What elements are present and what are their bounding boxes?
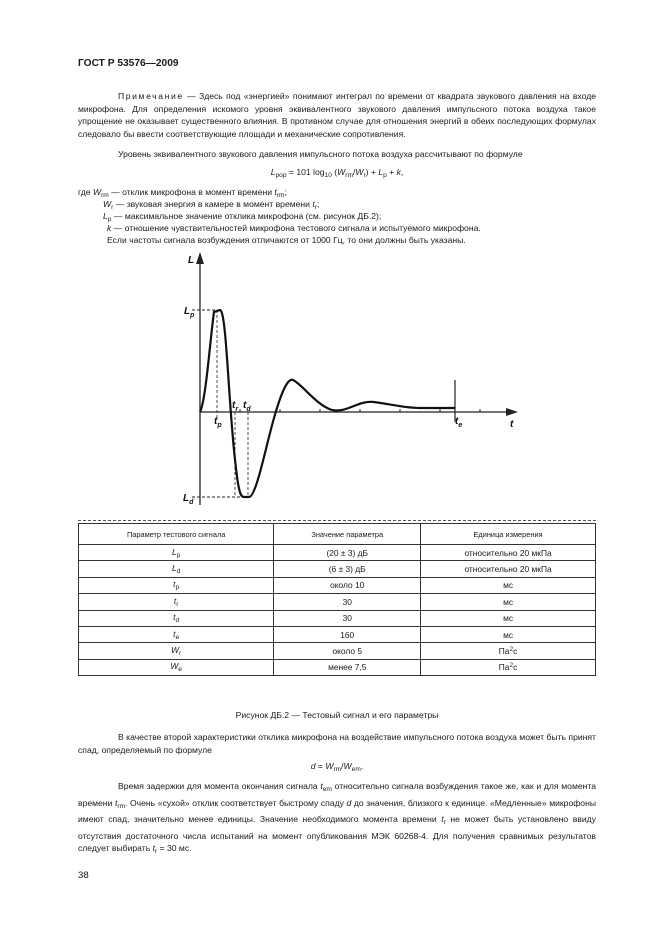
table-body	[79, 545, 596, 676]
parameter-cell: $W_r$	[79, 643, 274, 659]
unit-cell: мс	[421, 626, 596, 642]
page-number: 38	[78, 870, 89, 881]
header-value: Значение параметра	[274, 524, 421, 545]
value-cell: (20 ± 3) дБ	[274, 545, 421, 561]
parameter-cell: $t_p$	[79, 577, 274, 593]
lp-label: $L_p$	[184, 306, 195, 319]
table-row	[79, 610, 596, 626]
axis-x-label: t	[510, 419, 514, 430]
document-header: ГОСТ Р 53576—2009	[78, 58, 179, 69]
unit-cell: относительно 20 мкПа	[421, 545, 596, 561]
unit-cell: мс	[421, 610, 596, 626]
parameter-cell: $L_d$	[79, 561, 274, 577]
test-signal-figure	[150, 250, 530, 515]
value-cell: менее 7,5	[274, 659, 421, 675]
table-row	[79, 594, 596, 610]
definition-wrm: где $W_{rm}$ — отклик микрофона в момент времени $t_{rm}$;	[78, 187, 287, 199]
unit-cell: $Па^2с$	[421, 643, 596, 659]
parameter-cell: $t_r$	[79, 594, 274, 610]
definition-wr: $W_r$ — звуковая энергия в камере в момент времени $t_r$;	[103, 199, 320, 211]
value-cell: 30	[274, 594, 421, 610]
header-unit: Единица измерения	[421, 524, 596, 545]
parameter-cell: $t_d$	[79, 610, 274, 626]
value-cell: (6 ± 3) дБ	[274, 561, 421, 577]
axis-y-label: L	[188, 255, 195, 266]
value-cell: около 10	[274, 577, 421, 593]
note-text: — Здесь под «энергией» понимают интеграл по времени от квадрата звукового давления на входе микрофона. Для определения искомого уровня эквивалентного звукового давления импульсного потока воздуха такое упрощение не оказывает существенного влияния. В противном случае для отношения энергий в обеих последующих формулах следовало бы ввести соответствующие площади и механические сопротивления.	[78, 91, 596, 139]
delay-paragraph: Время задержки для момента окончания сигнала $t_{em}$ относительно сигнала возбуждения такое же, как и для момента времени $t_{rm}$. Очень «сухой» отклик соответствует быстрому спаду d до значения, близкого к единице. «Медленные» микрофоны имеют спад, значительно менее единицы. Значение необходимого момента времени $t_r$ не может быть установлено ввиду отсутствия достаточного числа испытаний на момент опубликования МЭК 60268-4. Для получения сравнимых результатов следует выбирать $t_r = 30$ мс.	[78, 781, 596, 856]
note-label: Примечание	[118, 91, 184, 101]
table-row	[79, 659, 596, 675]
parameter-cell: $L_p$	[79, 545, 274, 561]
te-label: $t_e$	[455, 416, 463, 429]
table-row	[79, 561, 596, 577]
formula-decay: $d = W_{rm}/W_{em}$.	[310, 761, 364, 773]
unit-cell: мс	[421, 577, 596, 593]
figure-caption: Рисунок ДБ.2 — Тестовый сигнал и его параметры	[235, 710, 439, 720]
parameter-cell: $t_e$	[79, 626, 274, 642]
definition-lp: $L_p$ — максимальное значение отклика микрофона (см. рисунок ДБ.2);	[103, 211, 382, 223]
value-cell: 30	[274, 610, 421, 626]
table-row	[79, 643, 596, 659]
table-top-rule	[78, 520, 596, 521]
formula-lpop: $L_{pop} = 101$ $\log_{10} (W_{rm}/W_r) + L_p + k$,	[270, 167, 404, 179]
definition-k: k — отношение чувствительностей микрофона тестового сигнала и испытуемого микрофона.	[107, 223, 481, 233]
value-cell: 160	[274, 626, 421, 642]
frequency-note: Если частоты сигнала возбуждения отличаются от 1000 Гц, то они должны быть указаны.	[107, 235, 466, 245]
unit-cell: $Па^2с$	[421, 659, 596, 675]
parameter-cell: $W_e$	[79, 659, 274, 675]
tp-label: $t_p$	[214, 416, 222, 429]
decay-paragraph: В качестве второй характеристики отклика микрофона на воздействие импульсного потока воздуха может быть принят спад, определяемый по формуле	[78, 732, 596, 755]
parameters-table	[78, 523, 596, 676]
table-header-row	[79, 524, 596, 545]
intro-text: Уровень эквивалентного звукового давления импульсного потока воздуха рассчитывают по формуле	[118, 149, 523, 159]
y-axis-arrow	[196, 252, 204, 264]
note-paragraph	[78, 90, 596, 140]
x-axis-arrow	[506, 408, 518, 416]
table-row	[79, 577, 596, 593]
table-row	[79, 626, 596, 642]
signal-curve	[200, 310, 455, 497]
tr-label: $t_r$	[232, 400, 239, 413]
ld-label: $L_d$	[183, 493, 194, 506]
table-row	[79, 545, 596, 561]
unit-cell: относительно 20 мкПа	[421, 561, 596, 577]
td-label: $t_d$	[243, 400, 251, 413]
header-parameter: Параметр тестового сигнала	[79, 524, 274, 545]
value-cell: около 5	[274, 643, 421, 659]
unit-cell: мс	[421, 594, 596, 610]
